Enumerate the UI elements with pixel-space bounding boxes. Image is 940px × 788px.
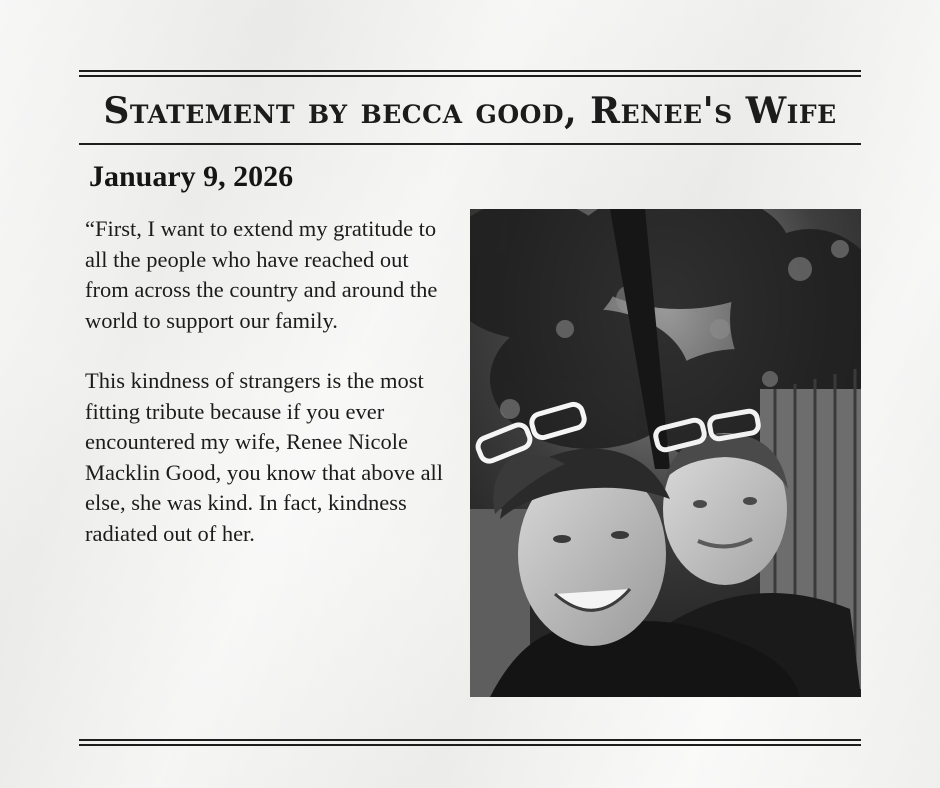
top-rule-outer bbox=[79, 70, 861, 72]
title-underline bbox=[79, 143, 861, 145]
portrait-photo bbox=[470, 209, 861, 697]
page-title: Statement by becca good, Renee's Wife bbox=[103, 90, 837, 132]
top-rule-inner bbox=[79, 75, 861, 77]
statement-date: January 9, 2026 bbox=[89, 160, 294, 193]
bottom-rule-inner bbox=[79, 744, 861, 746]
bottom-rule-outer bbox=[79, 739, 861, 741]
statement-paragraph-1: “First, I want to extend my gratitude to all the people who have reached out from across the country and around the world to support our family. bbox=[85, 216, 438, 333]
statement-paragraph-2: This kindness of strangers is the most fitting tribute because if you ever encountered my wife, Renee Nicole Macklin Good, you know that above all else, she was kind. In fact, kindness radiated out of her. bbox=[85, 368, 444, 546]
portrait-photo-icon bbox=[470, 209, 861, 697]
statement-body bbox=[85, 214, 455, 579]
